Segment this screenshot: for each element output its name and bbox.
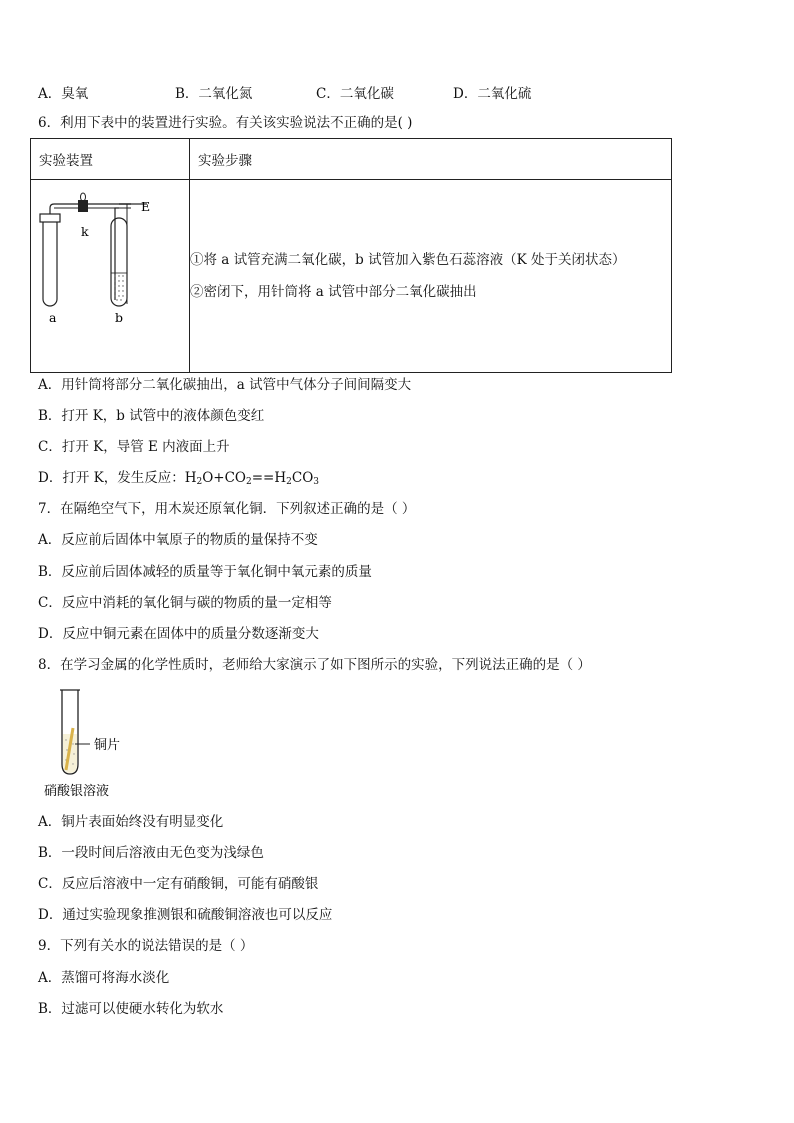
q5-option-c: C．二氧化碳 [316, 86, 394, 102]
step-1: ①将 a 试管充满二氧化碳，b 试管加入紫色石蕊溶液（K 处于关闭状态） [190, 252, 626, 268]
label-k: k [81, 224, 89, 239]
label-b: b [115, 310, 124, 325]
label-a: a [49, 310, 57, 325]
q7-option-c: C．反应中消耗的氧化铜与碳的物质的量一定相等 [38, 595, 332, 611]
tube-b [111, 218, 127, 306]
q7-option-d: D．反应中铜元素在固体中的质量分数逐渐变大 [38, 626, 319, 642]
q8-option-d: D．通过实验现象推测银和硫酸铜溶液也可以反应 [38, 907, 333, 923]
table-header-device: 实验装置 [31, 139, 190, 180]
q7-stem: 7．在隔绝空气下，用木炭还原氧化铜．下列叙述正确的是（ ） [38, 501, 416, 517]
q7-option-a: A．反应前后固体中氧原子的物质的量保持不变 [38, 532, 318, 548]
label-copper: 铜片 [94, 738, 121, 753]
table-header-steps: 实验步骤 [190, 139, 672, 180]
liquid-b [114, 275, 123, 300]
q6-stem: 6．利用下表中的装置进行实验。有关该实验说法不正确的是( ) [38, 115, 413, 131]
q5-option-a: A．臭氧 [38, 86, 89, 102]
label-e: E [141, 199, 151, 214]
q7-option-b: B．反应前后固体减轻的质量等于氧化铜中氧元素的质量 [38, 564, 372, 580]
test-tube-figure [42, 684, 182, 804]
q6-option-d-prefix: D．打开 K，发生反应： [38, 470, 185, 486]
stopper-a [40, 214, 60, 222]
step-2: ②密闭下，用针筒将 a 试管中部分二氧化碳抽出 [190, 284, 477, 300]
q9-option-b: B．过滤可以使硬水转化为软水 [38, 1001, 224, 1017]
steps-cell [190, 180, 672, 373]
valve-handle [81, 193, 86, 201]
q6-option-b: B．打开 K，b 试管中的液体颜色变红 [38, 408, 265, 424]
q6-option-c: C．打开 K，导管 E 内液面上升 [38, 439, 230, 455]
q8-option-a: A．铜片表面始终没有明显变化 [38, 814, 224, 830]
q6-experiment-table [30, 138, 672, 373]
q6-option-a: A．用针筒将部分二氧化碳抽出，a 试管中气体分子间间隔变大 [38, 377, 412, 393]
apparatus-figure [31, 180, 181, 368]
q9-stem: 9．下列有关水的说法错误的是（ ） [38, 938, 254, 954]
connector-left [50, 204, 131, 214]
valve-k [78, 200, 88, 212]
label-solution: 硝酸银溶液 [44, 784, 110, 799]
apparatus-figure-cell [31, 180, 190, 373]
q5-options [38, 82, 738, 102]
q8-option-c: C．反应后溶液中一定有硝酸铜，可能有硝酸银 [38, 876, 319, 892]
q8-stem: 8．在学习金属的化学性质时，老师给大家演示了如下图所示的实验，下列说法正确的是（ ） [38, 657, 591, 673]
equation: $H_2O+CO_2==H_2CO_3$ [184, 470, 320, 487]
q6-option-d [38, 469, 319, 491]
q8-option-b: B．一段时间后溶液由无色变为浅绿色 [38, 845, 264, 861]
q5-option-b: B．二氧化氮 [175, 86, 253, 102]
q9-option-a: A．蒸馏可将海水淡化 [38, 970, 170, 986]
tube-a [43, 216, 57, 306]
q5-option-d: D．二氧化硫 [453, 86, 532, 102]
